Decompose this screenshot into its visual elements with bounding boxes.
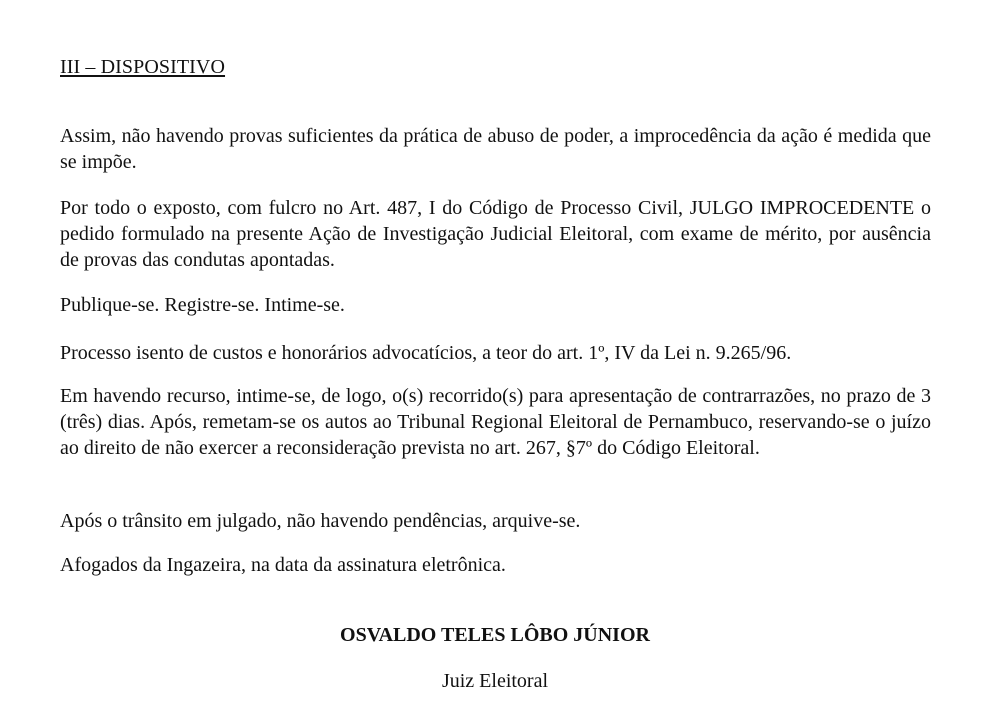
paragraph-judgment: Por todo o exposto, com fulcro no Art. 487, I do Código de Processo Civil, JULGO IMPROCEDENTE o pedido formulado na presente Ação de Investigação Judicial Eleitoral, com exame de mérito, por ausência de provas das condutas apontadas.: [60, 197, 931, 271]
section-heading: III – DISPOSITIVO: [60, 56, 226, 78]
paragraph-place-date: Afogados da Ingazeira, na data da assinatura eletrônica.: [60, 554, 506, 576]
paragraph-appeal: Em havendo recurso, intime-se, de logo, o(s) recorrido(s) para apresentação de contrarrazões, no prazo de 3 (três) dias. Após, remetam-se os autos ao Tribunal Regional Eleitoral de Pernambuco, reservando-se o juízo ao direito de não exercer a reconsideração prevista no art. 267, §7º do Código Eleitoral.: [60, 385, 931, 459]
paragraph-conclusion: Assim, não havendo provas suficientes da prática de abuso de poder, a improcedência da ação é medida que se impõe.: [60, 125, 931, 173]
paragraph-archive: Após o trânsito em julgado, não havendo pendências, arquive-se.: [60, 510, 581, 532]
signer-role: Juiz Eleitoral: [441, 670, 549, 692]
paragraph-publication: Publique-se. Registre-se. Intime-se.: [60, 294, 345, 316]
signer-name: OSVALDO TELES LÔBO JÚNIOR: [340, 624, 650, 646]
paragraph-costs: Processo isento de custos e honorários advocatícios, a teor do art. 1º, IV da Lei n. 9.265/96.: [60, 342, 792, 364]
